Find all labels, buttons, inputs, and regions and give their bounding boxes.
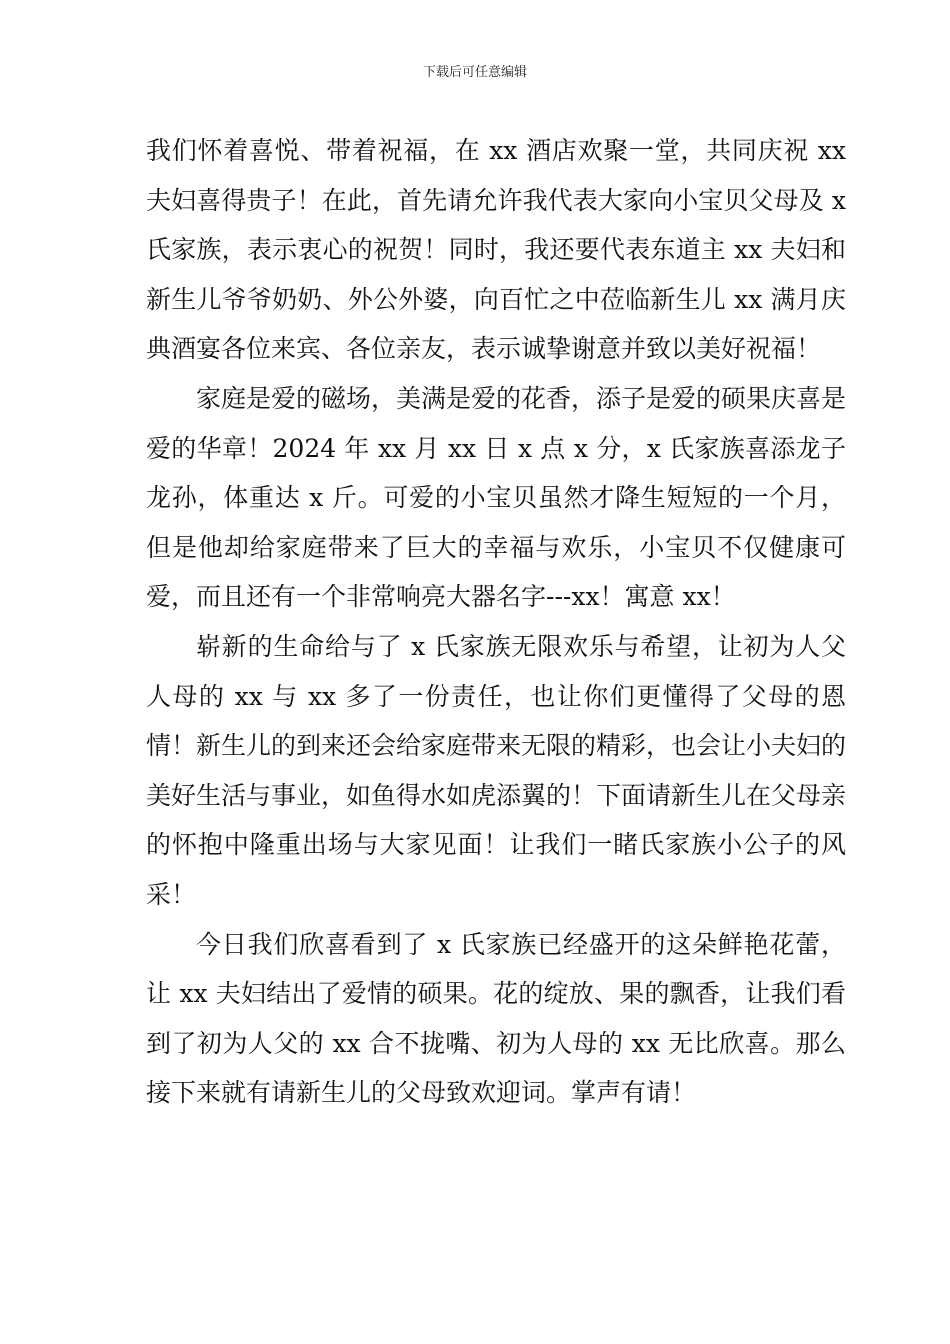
paragraph-2: 家庭是爱的磁场，美满是爱的花香，添子是爱的硕果庆喜是爱的华章！2024 年 xx 月 xx 日 x 点 x 分，x 氏家族喜添龙子龙孙，体重达 x 斤。可爱的小宝贝虽然才降生短短的一个月，但是他却给家庭带来了巨大的幸福与欢乐，小宝贝不仅健康可爱，而且还有一个非常响亮大器名字---xx！寓意 xx！ [146, 383, 847, 612]
document-body [146, 126, 846, 1118]
page-header: 下载后可任意编辑 [422, 65, 527, 80]
paragraph-1: 我们怀着喜悦、带着祝福，在 xx 酒店欢聚一堂，共同庆祝 xx 夫妇喜得贵子！在此，首先请允许我代表大家向小宝贝父母及 x 氏家族，表示衷心的祝贺！同时，我还要代表东道主 xx 夫妇和新生儿爷爷奶奶、外公外婆，向百忙之中莅临新生儿 xx 满月庆典酒宴各位来宾、各位亲友，表示诚挚谢意并致以美好祝福！ [146, 136, 846, 364]
paragraph-3: 崭新的生命给与了 x 氏家族无限欢乐与希望，让初为人父人母的 xx 与 xx 多了一份责任，也让你们更懂得了父母的恩情！新生儿的到来还会给家庭带来无限的精彩，也会让小夫妇的美好生活与事业，如鱼得水如虎添翼的！下面请新生儿在父母亲的怀抱中隆重出场与大家见面！让我们一睹氏家族小公子的风采！ [146, 631, 847, 909]
paragraph-4: 今日我们欣喜看到了 x 氏家族已经盛开的这朵鲜艳花蕾，让 xx 夫妇结出了爱情的硕果。花的绽放、果的飘香，让我们看到了初为人父的 xx 合不拢嘴、初为人母的 xx 无比欣喜。那么接下来就有请新生儿的父母致欢迎词。掌声有请！ [146, 929, 846, 1108]
